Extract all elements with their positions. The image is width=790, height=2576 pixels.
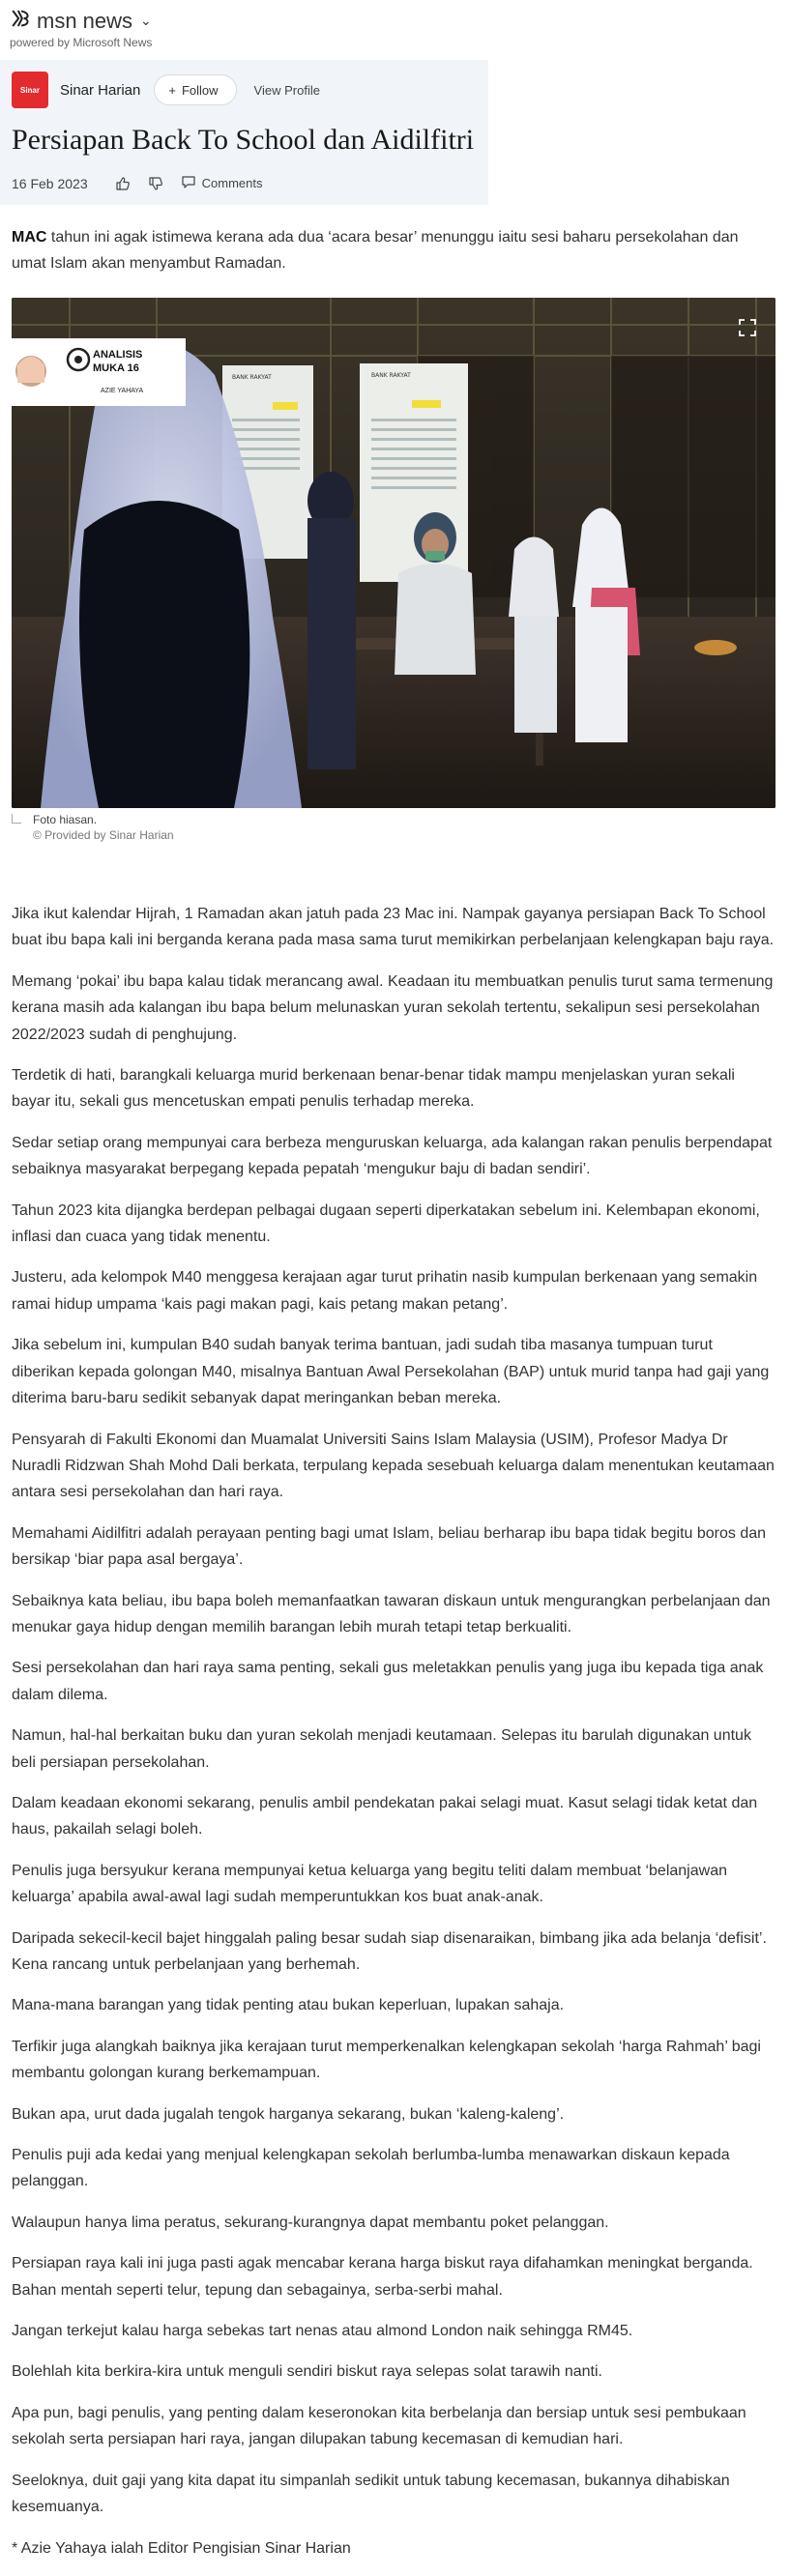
paragraph: Terfikir juga alangkah baiknya jika kerajaan turut memperkenalkan kelengkapan sekolah ‘harga Rahmah’ bagi membantu golongan kurang berkemampuan.: [12, 2038, 761, 2082]
badge-author: AZIE YAHAYA: [101, 388, 144, 394]
paragraph: Apa pun, bagi penulis, yang penting dalam keseronokan kita berbelanja dan bersiap untuk sesi pembukaan sekolah serta persiapan hari raya, jangan dilupakan tabung kecemasan di kemudian hari.: [12, 2404, 746, 2448]
comments-label: Comments: [201, 176, 263, 190]
image-caption-block: [12, 812, 174, 843]
author-note: * Azie Yahaya ialah Editor Pengisian Sinar Harian: [12, 2539, 351, 2557]
paragraph: Walaupun hanya lima peratus, sekurang-kurangnya dapat membantu poket pelanggan.: [12, 2214, 609, 2231]
paragraph: Jika sebelum ini, kumpulan B40 sudah banyak terima bantuan, jadi sudah tiba masanya tumpuan turut diberikan kepada golongan M40, misalnya Bantuan Awal Persekolahan (BAP) untuk murid tanpa had gaji yang diterima baru-baru sedikit sebanyak dapat meringankan beban mereka.: [12, 1337, 770, 1407]
msn-butterfly-icon: [10, 8, 31, 34]
paragraph: Daripada sekecil-kecil bajet hinggalah paling besar sudah siap disenaraikan, bimbang jika ada belanja ‘defisit’. Kena rancang untuk perbelanjaan yang berhemah.: [12, 1929, 767, 1973]
paragraph: Dalam keadaan ekonomi sekarang, penulis ambil pendekatan pakai selagi muat. Kasut selagi tidak ketat dan haus, pakailah selagi boleh.: [12, 1794, 758, 1838]
article-lead: [12, 224, 775, 276]
paragraph: Mana-mana barangan yang tidak penting atau bukan keperluan, lupakan sahaja.: [12, 1997, 565, 2014]
msn-header: [10, 8, 152, 54]
image-credit: © Provided by Sinar Harian: [33, 828, 174, 842]
msn-brand[interactable]: [10, 8, 152, 34]
view-profile-link[interactable]: View Profile: [253, 82, 320, 98]
brand-title: msn news: [37, 8, 133, 33]
paragraph: Jika ikut kalendar Hijrah, 1 Ramadan akan jatuh pada 23 Mac ini. Nampak gayanya persiapan Back To School buat ibu bapa kali ini berganda kerana pada masa sama turut memikirkan perbelanjaan kelengkapan baju raya.: [12, 906, 775, 949]
paragraph: Persiapan raya kali ini juga pasti agak mencabar kerana harga biskut raya difahamkan meningkat berganda. Bahan mentah seperti telur, tepung dan sebagainya, serba-serbi mahal.: [12, 2255, 753, 2299]
paragraph: Memang ‘pokai’ ibu bapa kalau tidak merancang awal. Keadaan itu membuatkan penulis turut sama termenung kerana masih ada kalangan ibu bapa belum melunaskan yuran sekolah tertentu, sekalipun sesi persekolahan 2022/2023 sudah di penghujung.: [12, 972, 774, 1043]
badge-title-2: MUKA 16: [93, 362, 139, 374]
thumbs-up-icon[interactable]: [115, 176, 131, 191]
board-left-text: BANK RAKYAT: [232, 374, 272, 381]
chevron-down-icon[interactable]: ⌄: [140, 13, 152, 28]
publisher-card: [0, 60, 488, 205]
comment-icon: [181, 174, 196, 192]
paragraph: Penulis puji ada kedai yang menjual kelengkapan sekolah berlumba-lumba menawarkan diskaun kepada pelanggan.: [12, 2147, 730, 2190]
paragraph: Memahami Aidilfitri adalah perayaan penting bagi umat Islam, beliau berharap ibu bapa tidak begitu boros dan bersikap ‘biar papa asal bergaya’.: [12, 1524, 767, 1569]
paragraph: Tahun 2023 kita dijangka berdepan pelbagai dugaan seperti diperkatakan sebelum ini. Kelembapan ekonomi, inflasi dan cuaca yang tidak menentu.: [12, 1201, 760, 1246]
lead-text: tahun ini agak istimewa kerana ada dua ‘acara besar’ menunggu iaitu sesi baharu persekolahan dan umat Islam akan menyambut Ramadan.: [12, 229, 739, 272]
article-date: 16 Feb 2023: [12, 175, 88, 191]
paragraph: Bolehlah kita berkira-kira untuk menguli sendiri biskut raya selepas solat tarawih nanti.: [12, 2363, 602, 2381]
paragraph: Sesi persekolahan dan hari raya sama penting, sekali gus meletakkan penulis yang juga ibu kepada tiga anak dalam dilema.: [12, 1660, 764, 1703]
powered-by-text: powered by Microsoft News: [10, 36, 153, 49]
lead-bold: MAC: [12, 229, 47, 246]
paragraph: Justeru, ada kelompok M40 menggesa kerajaan agar turut prihatin nasib kumpulan berkenaan yang semakin ramai hidup umpama ‘kais pagi makan pagi, kais petang makan petang’.: [12, 1269, 758, 1313]
caption-marker: [12, 814, 21, 824]
paragraph: Penulis juga bersyukur kerana mempunyai ketua keluarga yang begitu teliti dalam membuat ‘belanjawan keluarga’ apabila awal-awal lagi sudah memperuntukkan kos buat anak-anak.: [12, 1862, 727, 1906]
hero-photo-illustration: [12, 298, 775, 808]
paragraph: Seeloknya, duit gaji yang kita dapat itu simpanlah sedikit untuk tabung kecemasan, bukannya dihabiskan kesemuanya.: [12, 2472, 730, 2516]
thumbs-down-icon[interactable]: [148, 176, 163, 191]
paragraph: Jangan terkejut kalau harga sebekas tart nenas atau almond London naik sehingga RM45.: [12, 2323, 633, 2340]
article-title: Persiapan Back To School dan Aidilfitri: [12, 124, 475, 156]
article-meta: [12, 174, 262, 192]
plus-icon: +: [168, 82, 176, 98]
paragraph: Namun, hal-hal berkaitan buku dan yuran sekolah menjadi keutamaan. Selepas itu barulah digunakan untuk beli persiapan persekolahan.: [12, 1727, 751, 1771]
paragraph: Bukan apa, urut dada jugalah tengok harganya sekarang, bukan ‘kaleng-kaleng’.: [12, 2105, 565, 2123]
paragraph: Pensyarah di Fakulti Ekonomi dan Muamalat Universiti Sains Islam Malaysia (USIM), Profesor Madya Dr Nuradli Ridzwan Shah Mohd Dali berkata, terpulang kepada sesebuah keluarga dalam menentukan keutamaan antara sesi persekolahan dan hari raya.: [12, 1431, 775, 1501]
board-right-text: BANK RAKYAT: [371, 372, 411, 379]
comments-button[interactable]: [181, 174, 263, 192]
publisher-logo[interactable]: Sinar: [12, 72, 48, 108]
follow-label: Follow: [181, 82, 219, 98]
paragraph: Terdetik di hati, barangkali keluarga murid berkenaan benar-benar tidak mampu menjelaskan yuran sekali bayar itu, sekali gus mencetuskan empati penulis terhadap mereka.: [12, 1067, 735, 1111]
paragraph: Sebaiknya kata beliau, ibu bapa boleh memanfaatkan tawaran diskaun untuk mengurangkan perbelanjaan dan menukar gaya hidup dengan memilih barangan lebih murah tetapi tetap berkualiti.: [12, 1592, 771, 1635]
publisher-name[interactable]: Sinar Harian: [60, 81, 141, 99]
image-caption: Foto hiasan.: [33, 813, 98, 826]
expand-icon[interactable]: [739, 319, 756, 336]
article-body: [12, 901, 775, 2576]
paragraph: Sedar setiap orang mempunyai cara berbeza menguruskan keluarga, ada kalangan rakan penulis berpendapat sebaiknya masyarakat berpegang kepada pepatah ‘mengukur baju di badan sendiri’.: [12, 1134, 773, 1178]
badge-title-1: ANALISIS: [93, 349, 143, 361]
hero-image[interactable]: [12, 298, 775, 808]
follow-button[interactable]: [154, 74, 236, 105]
